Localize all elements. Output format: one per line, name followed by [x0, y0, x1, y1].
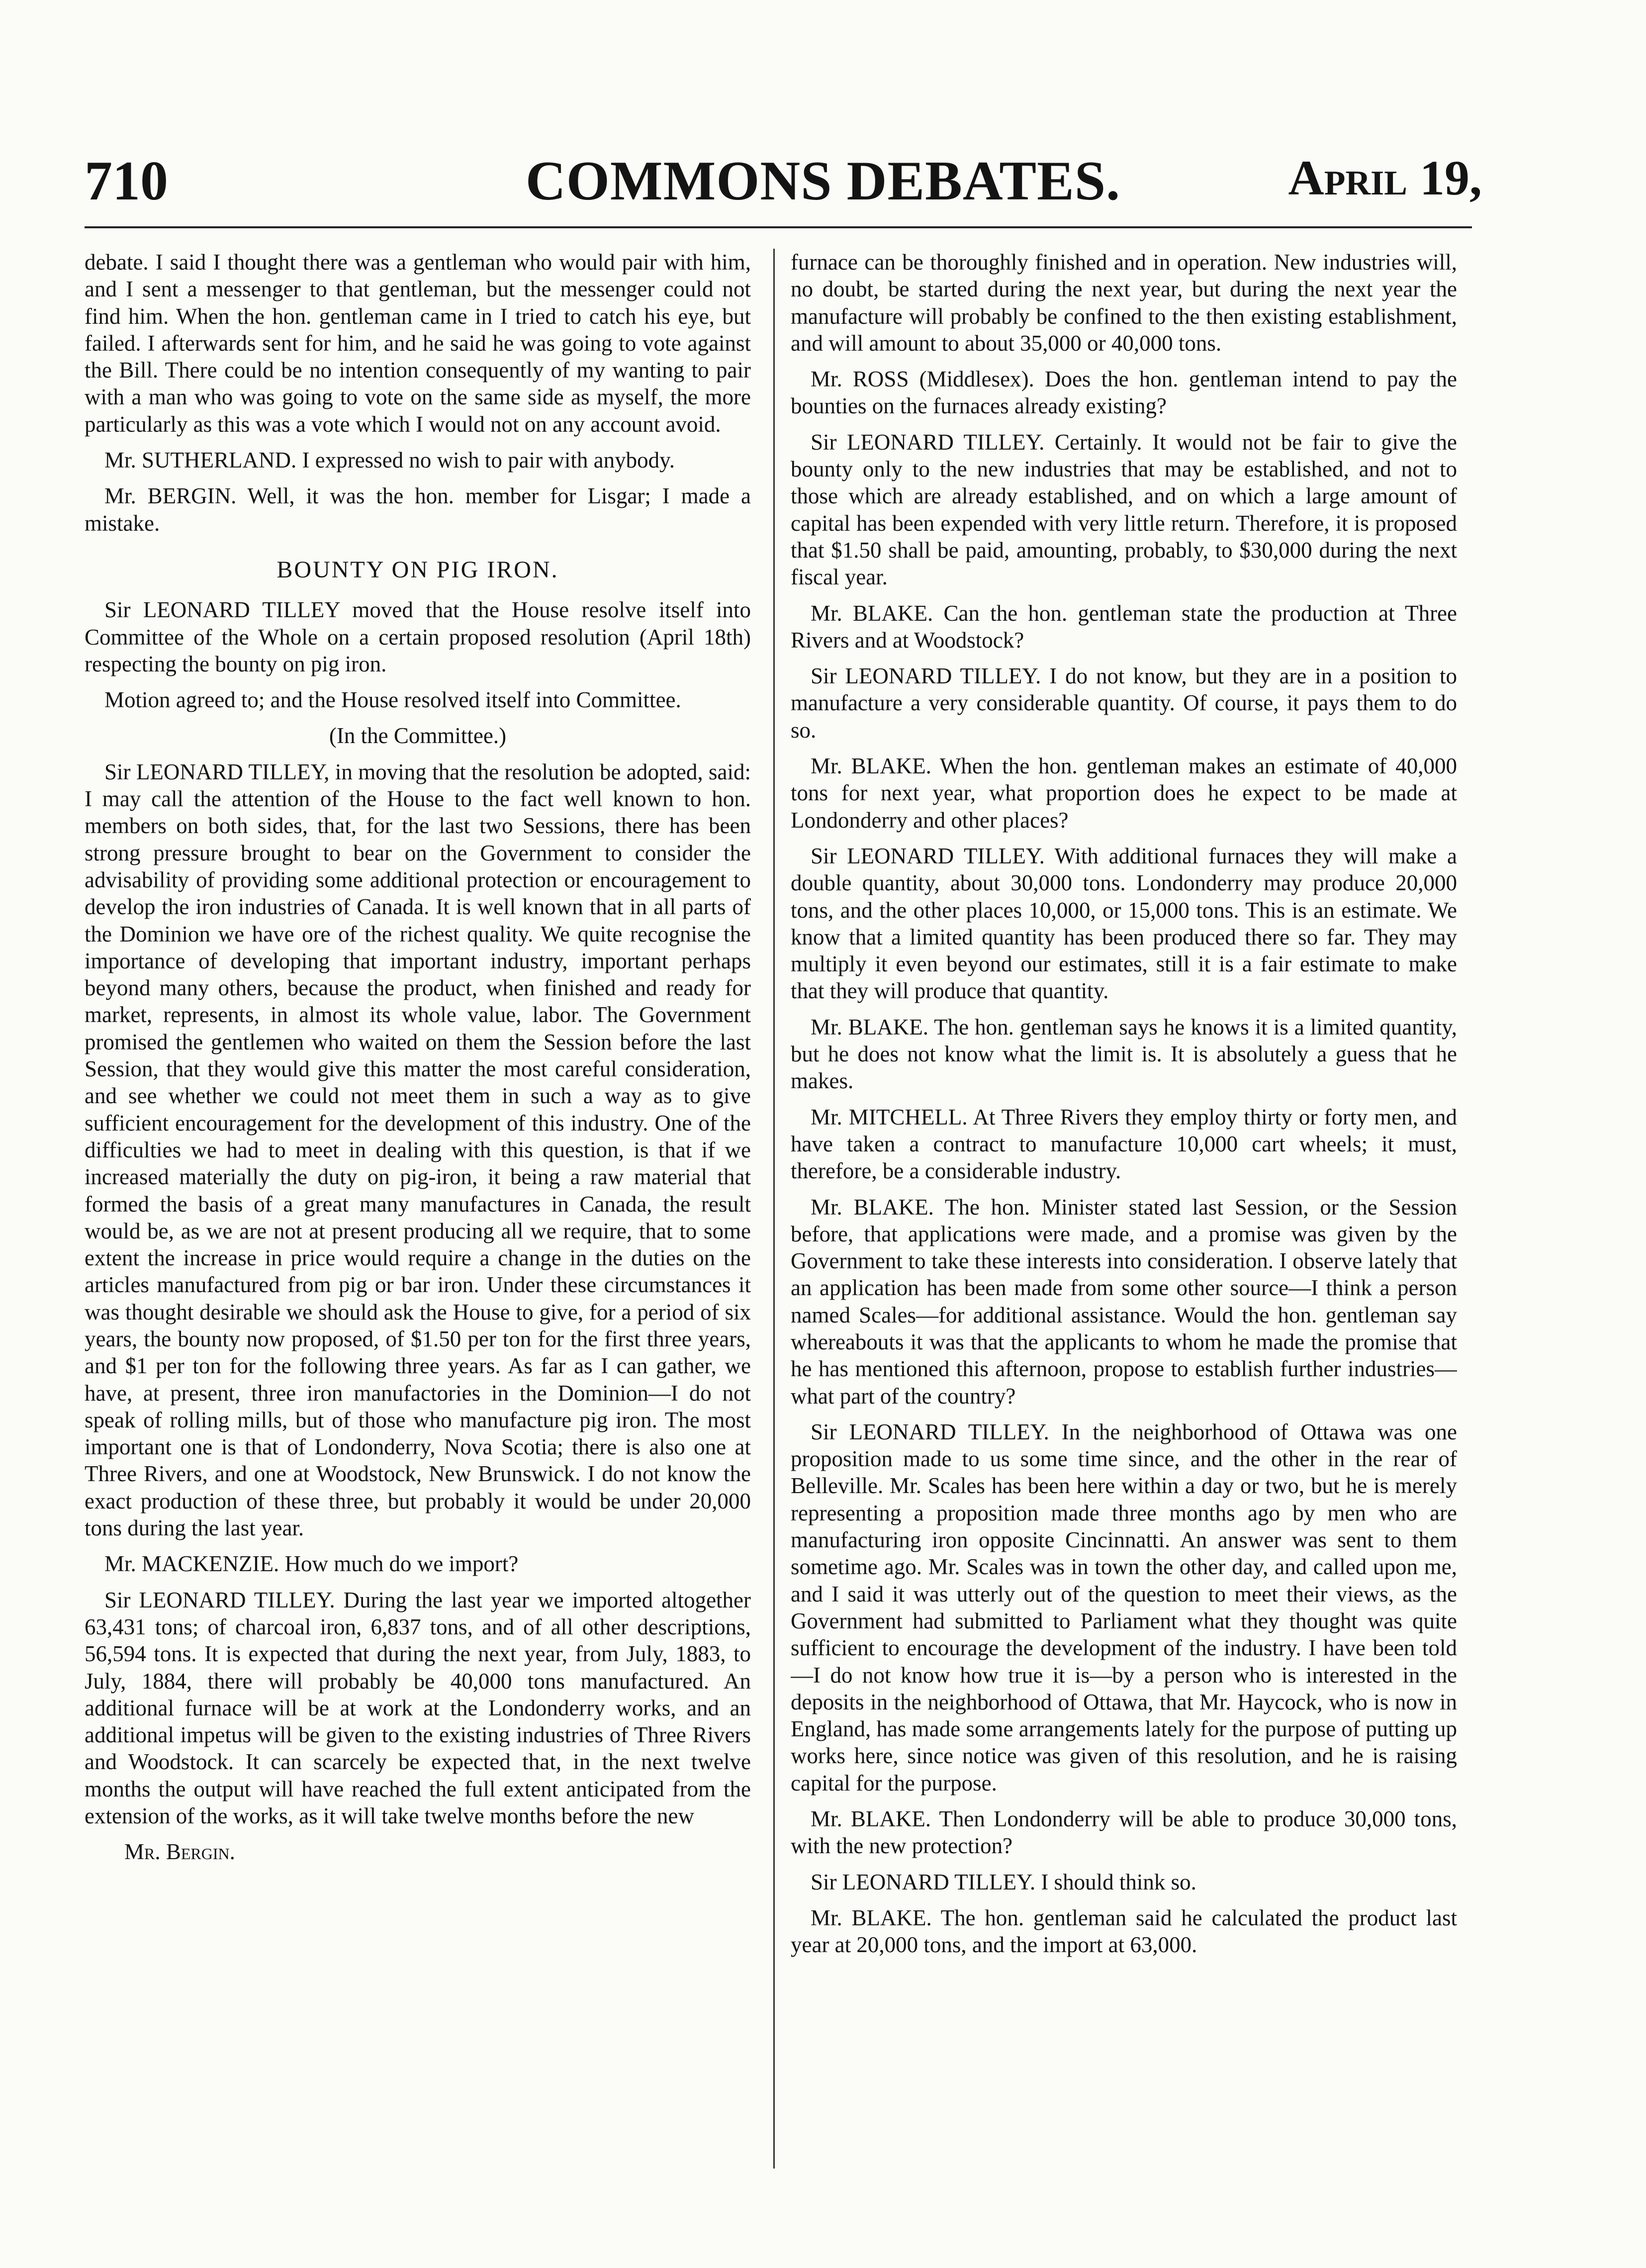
paragraph: furnace can be thoroughly finished and in operation. New industries will, no doubt, be started during the next year, but during the next year the manufacture will probably be confined to the then existing establishment, and will amount to about 35,000 or 40,000 tons. — [791, 250, 1457, 356]
page-number: 710 — [85, 150, 168, 212]
section-heading: BOUNTY ON PIG IRON. — [276, 556, 559, 583]
paragraph: debate. I said I thought there was a gentleman who would pair with him, and I sent a messenger to that gentleman, but the messenger could not find him. When the hon. gentleman came in I tried to catch his eye, but failed. I afterwards sent for him, and he said he was going to vote against the Bill. There could be no intention consequently of my wanting to pair with a man who was going to vote on the same side as myself, the more particularly as this was a vote which I would not on any account avoid. — [85, 250, 751, 437]
paragraph: Sir LEONARD TILLEY, in moving that the resolution be adopted, said: I may call the attention of the House to the fact well known to hon. members on both sides, that, for the last two Sessions, there has been strong pressure brought to bear on the Government to consider the advisability of providing some additional protection or encouragement to develop the iron industries of Canada. It is well known that in all parts of the Dominion we have ore of the richest quality. We quite recognise the importance of developing that important industry, important perhaps beyond many others, because the product, when finished and ready for market, represents, in almost its whole value, labor. The Government promised the gentlemen who waited on them the Session before the last Session, that they would give this matter the most careful consideration, and see whether we could not meet them in such a way as to give sufficient encouragement for the development of this industry. One of the difficulties we had to meet in dealing with this question, is that if we increased materially the duty on pig-iron, it being a raw material that formed the basis of a great many manufactures in Canada, the result would be, as we are not at present producing all we require, that to some extent the increase in price would require a change in the duties on the articles manufactured from pig or bar iron. Under these circumstances it was thought desirable we should ask the House to give, for a period of six years, the bounty now proposed, of $1.50 per ton for the first three years, and $1 per ton for the following three years. As far as I can gather, we have, at present, three iron manufactories in the Dominion—I do not speak of rolling mills, but of those who manufacture pig iron. The most important one is that of Londonderry, Nova Scotia; there is also one at Three Rivers, and one at Woodstock, New Brunswick. I do not know the exact production of these three, but probably it would be under 20,000 tons during the last year. — [85, 759, 751, 1541]
running-date: April 19, — [1288, 150, 1482, 205]
page-header — [0, 149, 1646, 234]
paragraph: Mr. BLAKE. When the hon. gentleman makes an estimate of 40,000 tons for next year, what proportion does he expect to be made at Londonderry and other places? — [791, 754, 1457, 833]
paragraph: Mr. SUTHERLAND. I expressed no wish to pair with anybody. — [104, 448, 675, 473]
paragraph: Motion agreed to; and the House resolved itself into Committee. — [104, 687, 681, 713]
running-title: COMMONS DEBATES. — [525, 150, 1121, 212]
paragraph: Mr. MACKENZIE. How much do we import? — [104, 1551, 519, 1577]
footer-speaker-name: Mr. Bergin. — [124, 1839, 235, 1865]
left-column — [85, 249, 751, 2188]
paragraph: Mr. ROSS (Middlesex). Does the hon. gentleman intend to pay the bounties on the furnaces already existing? — [791, 367, 1457, 419]
paragraph: Sir LEONARD TILLEY. Certainly. It would not be fair to give the bounty only to the new industries that may be established, and not to those which are already established, and on which a large amount of capital has been expended with very little return. Therefore, it is proposed that $1.50 shall be paid, amounting, probably, to $30,000 during the next fiscal year. — [791, 429, 1457, 590]
paragraph: Sir LEONARD TILLEY moved that the House resolve itself into Committee of the Whole on a certain proposed resolution (April 18th) respecting the bounty on pig iron. — [85, 597, 751, 676]
committee-heading: (In the Committee.) — [329, 723, 507, 749]
column-divider — [773, 249, 775, 2169]
paragraph: Sir LEONARD TILLEY. I should think so. — [811, 1869, 1196, 1894]
header-rule — [85, 226, 1472, 228]
paragraph: Mr. BLAKE. The hon. Minister stated last Session, or the Session before, that applications were made, and a promise was given by the Government to take these interests into consideration. I observe lately that an application has been made from some other source—I think a person named Scales—for additional assistance. Would the hon. gentleman say whereabouts it was that the applicants to whom he made the promise that he has mentioned this afternoon, propose to establish further industries—what part of the country? — [791, 1194, 1457, 1409]
paragraph: Mr. BLAKE. The hon. gentleman says he knows it is a limited quantity, but he does not know what the limit is. It is absolutely a guess that he makes. — [791, 1014, 1457, 1094]
paragraph: Sir LEONARD TILLEY. I do not know, but they are in a position to manufacture a very considerable quantity. Of course, it pays them to do so. — [791, 663, 1457, 743]
right-column — [791, 249, 1457, 2188]
paragraph: Sir LEONARD TILLEY. In the neighborhood of Ottawa was one proposition made to us some time since, and the other in the rear of Belleville. Mr. Scales has been here within a day or two, but he is merely representing a proposition made three months ago by men who are manufacturing iron opposite Cincinnatti. An answer was sent to them sometime ago. Mr. Scales was in town the other day, and called upon me, and I said it was utterly out of the question to meet their views, as the Government had submitted to Parliament what they thought was quite sufficient to encourage the development of the industry. I have been told—I do not know how true it is—by a person who is interested in the deposits in the neighborhood of Ottawa, that Mr. Haycock, who is now in England, has made some arrangements lately for the purpose of putting up works here, since notice was given of this resolution, and he is raising capital for the purpose. — [791, 1419, 1457, 1796]
paragraph: Mr. MITCHELL. At Three Rivers they employ thirty or forty men, and have taken a contract to manufacture 10,000 cart wheels; it must, therefore, be a considerable industry. — [791, 1104, 1457, 1184]
paragraph: Mr. BERGIN. Well, it was the hon. member for Lisgar; I made a mistake. — [85, 483, 751, 536]
paragraph: Sir LEONARD TILLEY. During the last year we imported altogether 63,431 tons; of charcoal iron, 6,837 tons, and of all other descriptions, 56,594 tons. It is expected that during the next year, from July, 1883, to July, 1884, there will probably be 40,000 tons manufactured. An additional furnace will be at work at the Londonderry works, and an additional impetus will be given to the existing industries of Three Rivers and Woodstock. It can scarcely be expected that, in the next twelve months the output will have reached the full extent anticipated from the extension of the works, as it will take twelve months before the new — [85, 1587, 751, 1829]
paragraph: Sir LEONARD TILLEY. With additional furnaces they will make a double quantity, about 30,000 tons. Londonderry may produce 20,000 tons, and the other places 10,000, or 15,000 tons. This is an estimate. We know that a limited quantity has been produced there so far. They may multiply it even beyond our estimates, still it is a fair estimate to make that they will produce that quantity. — [791, 843, 1457, 1004]
paragraph: Mr. BLAKE. Can the hon. gentleman state the production at Three Rivers and at Woodstock? — [791, 600, 1457, 653]
paragraph: Mr. BLAKE. The hon. gentleman said he calculated the product last year at 20,000 tons, and the import at 63,000. — [791, 1905, 1457, 1958]
paragraph: Mr. BLAKE. Then Londonderry will be able to produce 30,000 tons, with the new protection? — [791, 1806, 1457, 1859]
